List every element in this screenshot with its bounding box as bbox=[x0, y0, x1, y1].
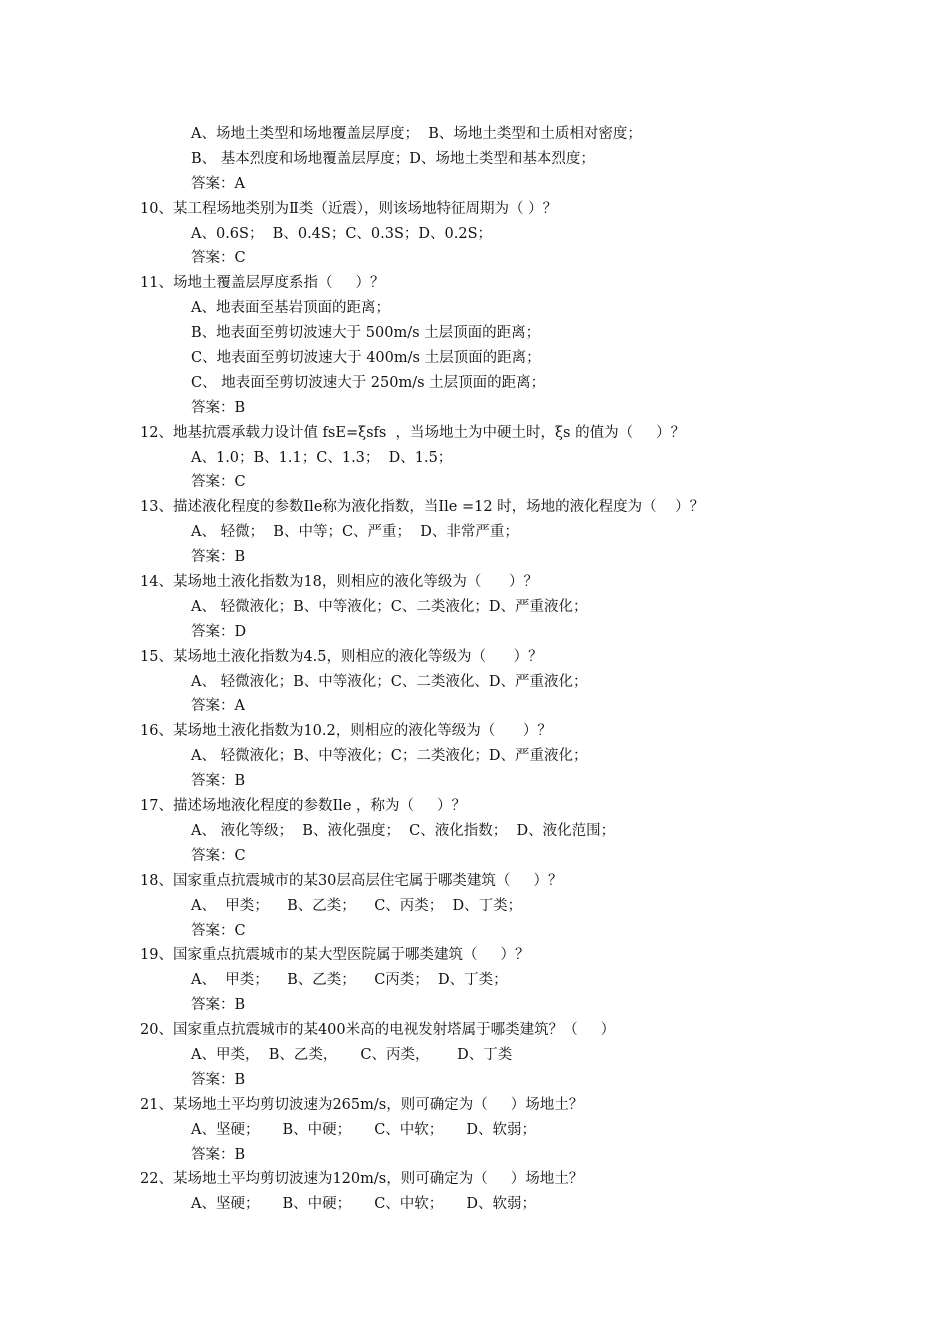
question-line: 10、某工程场地类别为Ⅱ类（近震），则该场地特征周期为（ ）？ bbox=[140, 200, 558, 217]
answer-line: 答案：B bbox=[191, 1146, 246, 1163]
option-line: B、 基本烈度和场地覆盖层厚度；D、场地土类型和基本烈度； bbox=[191, 150, 595, 167]
option-line: A、坚硬； B、中硬； C、中软； D、软弱； bbox=[191, 1196, 536, 1213]
answer-line: 答案：A bbox=[191, 175, 245, 192]
option-line: A、 轻微； B、中等；C、严重； D、非常严重； bbox=[191, 524, 519, 541]
question-line: 18、国家重点抗震城市的某30层高层住宅属于哪类建筑（ ）？ bbox=[140, 872, 563, 889]
question-list bbox=[140, 122, 920, 1217]
option-line: A、 轻微液化；B、中等液化；C；二类液化；D、严重液化； bbox=[191, 748, 588, 765]
option-line: A、 轻微液化；B、中等液化；C、二类液化；D、严重液化； bbox=[191, 598, 588, 615]
option-line: A、场地土类型和场地覆盖层厚度； B、场地土类型和土质相对密度； bbox=[191, 126, 642, 142]
question-line: 22、某场地土平均剪切波速为120m/s，则可确定为（ ）场地土？ bbox=[140, 1171, 584, 1188]
question-line: 15、某场地土液化指数为4.5，则相应的液化等级为（ ）？ bbox=[140, 648, 543, 665]
option-line: C、 地表面至剪切波速大于 250m/s 土层顶面的距离； bbox=[191, 374, 546, 391]
answer-line: 答案：B bbox=[191, 773, 246, 790]
answer-line: 答案：B bbox=[191, 1071, 246, 1088]
question-line: 14、某场地土液化指数为18，则相应的液化等级为（ ）？ bbox=[140, 574, 539, 591]
question-line: 16、某场地土液化指数为10.2，则相应的液化等级为（ ）？ bbox=[140, 723, 552, 740]
option-line: A、甲类， B、乙类， C、丙类， D、丁类 bbox=[191, 1046, 513, 1063]
option-line: A、坚硬； B、中硬； C、中软； D、软弱； bbox=[191, 1121, 536, 1138]
question-line: 19、国家重点抗震城市的某大型医院属于哪类建筑（ ）？ bbox=[140, 947, 530, 964]
answer-line: 答案：D bbox=[191, 623, 247, 640]
question-line: 17、描述场地液化程度的参数Ⅰle ，称为（ ）？ bbox=[140, 798, 467, 815]
answer-line: 答案：C bbox=[191, 922, 246, 939]
answer-line: 答案：B bbox=[191, 399, 246, 416]
option-line: A、 轻微液化；B、中等液化；C、二类液化、D、严重液化； bbox=[191, 673, 588, 690]
option-line: A、 甲类； B、乙类； C、丙类； D、丁类； bbox=[191, 897, 523, 914]
question-line: 13、描述液化程度的参数Ⅰle称为液化指数，当Ⅰle =12 时，场地的液化程度为（ ）？ bbox=[140, 499, 705, 516]
option-line: A、 液化等级； B、液化强度； C、液化指数； D、液化范围； bbox=[191, 822, 616, 839]
option-line: C、地表面至剪切波速大于 400m/s 土层顶面的距离； bbox=[191, 350, 541, 367]
option-line: B、地表面至剪切波速大于 500m/s 土层顶面的距离； bbox=[191, 325, 541, 342]
option-line: A、1.0；B、1.1；C、1.3； D、1.5； bbox=[191, 449, 453, 466]
answer-line: 答案：C bbox=[191, 847, 246, 864]
answer-line: 答案：B bbox=[191, 997, 246, 1014]
answer-line: 答案：B bbox=[191, 549, 246, 566]
option-line: A、 甲类； B、乙类； C丙类； D、丁类； bbox=[191, 972, 508, 989]
question-line: 21、某场地土平均剪切波速为265m/s，则可确定为（ ）场地土？ bbox=[140, 1096, 584, 1113]
answer-line: 答案：A bbox=[191, 698, 245, 715]
option-line: A、地表面至基岩顶面的距离； bbox=[191, 300, 390, 317]
question-line: 11、场地土覆盖层厚度系指（ ）？ bbox=[140, 275, 385, 292]
option-line: A、0.6S； B、0.4S；C、0.3S；D、0.2S； bbox=[191, 225, 493, 242]
question-line: 20、国家重点抗震城市的某400米高的电视发射塔属于哪类建筑？（ ） bbox=[140, 1022, 616, 1039]
question-line: 12、地基抗震承载力设计值 fsE=ξsfs ，当场地土为中硬土时，ξs 的值为（ ）？ bbox=[140, 424, 686, 441]
answer-line: 答案：C bbox=[191, 250, 246, 267]
answer-line: 答案：C bbox=[191, 474, 246, 491]
